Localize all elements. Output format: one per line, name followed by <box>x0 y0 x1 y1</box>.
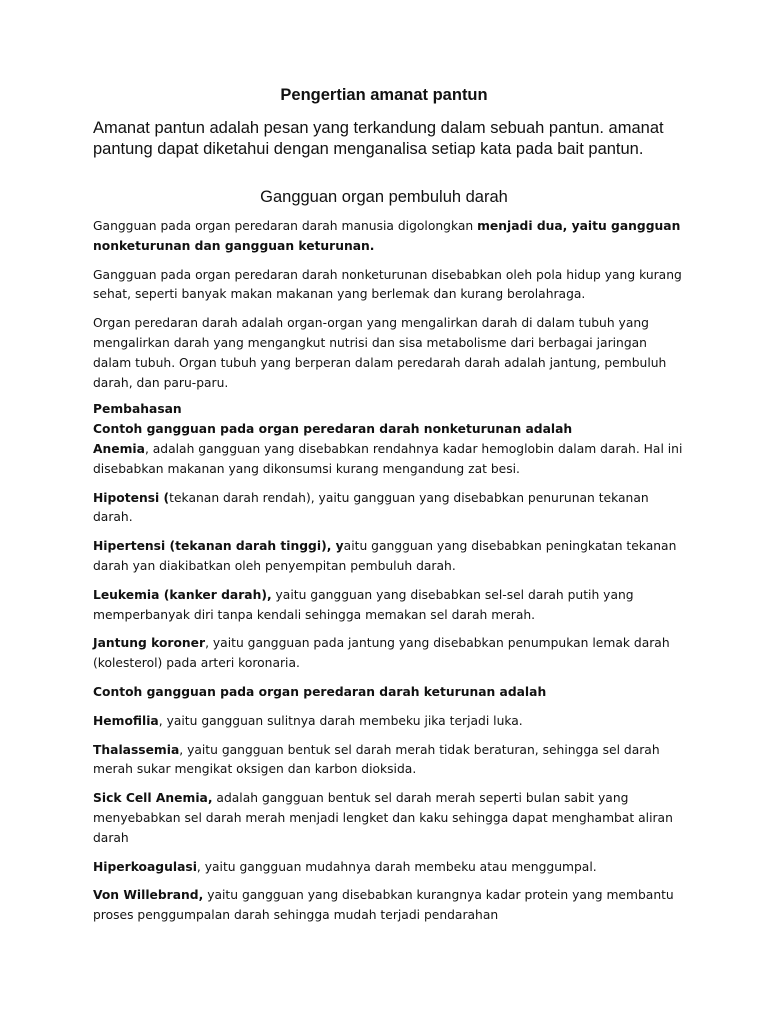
disease-entry-leukemia: Leukemia (kanker darah), yaitu gangguan yang disebabkan sel-sel darah putih yang memperbanyak diri tanpa kendali sehingga memakan sel darah merah. <box>93 587 634 622</box>
pembahasan-heading: Pembahasan <box>93 402 182 417</box>
paragraph-bold-text: menjadi dua, yaitu gangguan nonketurunan dan gangguan keturunan. <box>93 219 681 253</box>
disease-entry-hipotensi: Hipotensi (tekanan darah rendah), yaitu gangguan yang disebabkan penurunan tekanan darah. <box>93 490 649 525</box>
disease-entry-hipertensi: Hipertensi (tekanan darah tinggi), yaitu gangguan yang disebabkan peningkatan tekanan darah yan diakibatkan oleh penyempitan pembuluh darah. <box>93 539 677 573</box>
nonketurunan-heading: Contoh gangguan pada organ peredaran darah nonketurunan adalah <box>93 422 573 437</box>
disease-entry-hemofilia: Hemofilia, yaitu gangguan sulitnya darah membeku jika terjadi luka. <box>93 713 523 728</box>
section-title: Gangguan organ pembuluh darah <box>260 188 508 206</box>
paragraph-text: Gangguan pada organ peredaran darah manusia digolongkan <box>93 219 478 233</box>
paragraph-organ-definition: Organ peredaran darah adalah organ-organ yang mengalirkan darah di dalam tubuh yang mengalirkan darah yang mengangkut nutrisi dan sisa metabolisme dari berbagai jaringan dalam tubuh. Organ tubuh yang berperan dalam peredarah darah adalah jantung, pembuluh darah, dan paru-paru. <box>93 316 667 390</box>
paragraph-classification <box>93 217 683 257</box>
document-body <box>93 217 683 935</box>
keturunan-heading: Contoh gangguan pada organ peredaran darah keturunan adalah <box>93 684 547 699</box>
disease-entry-jantung-koroner: Jantung koroner, yaitu gangguan pada jantung yang disebabkan penumpukan lemak darah (kolesterol) pada arteri koronaria. <box>93 636 670 671</box>
disease-entry-thalassemia: Thalassemia, yaitu gangguan bentuk sel darah merah tidak beraturan, sehingga sel darah merah sukar mengikat oksigen dan karbon dioksida. <box>93 742 660 777</box>
disease-entry-anemia: Anemia, adalah gangguan yang disebabkan rendahnya kadar hemoglobin dalam darah. Hal ini disebabkan makanan yang dikonsumsi kurang mengandung zat besi. <box>93 441 683 476</box>
disease-entry-von-willebrand: Von Willebrand, yaitu gangguan yang disebabkan kurangnya kadar protein yang membantu proses penggumpalan darah sehingga mudah terjadi pendarahan <box>93 888 674 923</box>
disease-entry-sick-cell-anemia: Sick Cell Anemia, adalah gangguan bentuk sel darah merah seperti bulan sabit yang menyebabkan sel darah merah menjadi lengket dan kaku sehingga dapat menghambat aliran darah <box>93 791 673 845</box>
intro-paragraph: Amanat pantun adalah pesan yang terkandung dalam sebuah pantun. amanat pantung dapat diketahui dengan menganalisa setiap kata pada bait pantun. <box>93 119 664 158</box>
paragraph-nonketurunan-cause: Gangguan pada organ peredaran darah nonketurunan disebabkan oleh pola hidup yang kurang sehat, seperti banyak makan makanan yang berlemak dan kurang berolahraga. <box>93 267 682 302</box>
disease-entry-hiperkoagulasi: Hiperkoagulasi, yaitu gangguan mudahnya darah membeku atau menggumpal. <box>93 859 597 874</box>
page-title: Pengertian amanat pantun <box>280 86 488 104</box>
